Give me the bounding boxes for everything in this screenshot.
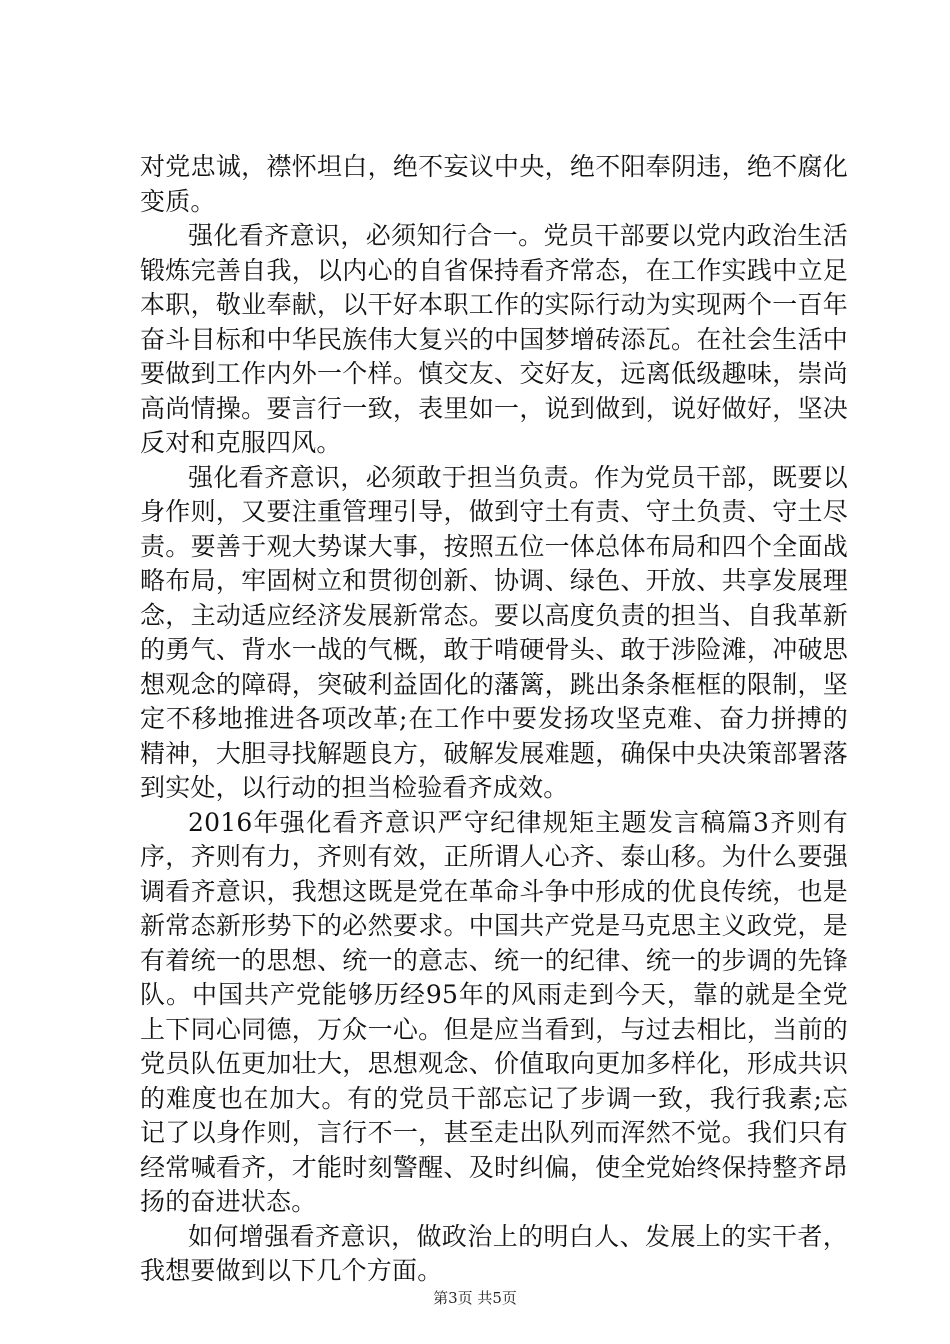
paragraph-1: 对党忠诚，襟怀坦白，绝不妄议中央，绝不阳奉阴违，绝不腐化变质。 xyxy=(140,152,848,216)
paragraph-5: 如何增强看齐意识，做政治上的明白人、发展上的实干者，我想要做到以下几个方面。 xyxy=(140,1221,848,1285)
paragraph-3: 强化看齐意识，必须敢于担当负责。作为党员干部，既要以身作则，又要注重管理引导，做到守土有责、守土负责、守土尽责。要善于观大势谋大事，按照五位一体总体布局和四个全面战略布局，牢固树立和贯彻创新、协调、绿色、开放、共享发展理念，主动适应经济发展新常态。要以高度负责的担当、自我革新的勇气、背水一战的气概，敢于啃硬骨头、敢于涉险滩，冲破思想观念的障碍，突破利益固化的藩篱，跳出条条框框的限制，坚定不移地推进各项改革;在工作中要发扬攻坚克难、奋力拼搏的精神，大胆寻找解题良方，破解发展难题，确保中央决策部署落到实处，以行动的担当检验看齐成效。 xyxy=(140,462,848,802)
document-body xyxy=(140,150,848,1289)
page-footer: 第3页 共5页 xyxy=(433,1289,517,1307)
paragraph-4: 2016年强化看齐意识严守纪律规矩主题发言稿篇3齐则有序，齐则有力，齐则有效，正所谓人心齐、泰山移。为什么要强调看齐意识，我想这既是党在革命斗争中形成的优良传统，也是新常态新形势下的必然要求。中国共产党是马克思主义政党，是有着统一的思想、统一的意志、统一的纪律、统一的步调的先锋队。中国共产党能够历经95年的风雨走到今天，靠的就是全党上下同心同德，万众一心。但是应当看到，与过去相比，当前的党员队伍更加壮大，思想观念、价值取向更加多样化，形成共识的难度也在加大。有的党员干部忘记了步调一致，我行我素;忘记了以身作则，言行不一，甚至走出队列而浑然不觉。我们只有经常喊看齐，才能时刻警醒、及时纠偏，使全党始终保持整齐昂扬的奋进状态。 xyxy=(140,807,848,1216)
paragraph-2: 强化看齐意识，必须知行合一。党员干部要以党内政治生活锻炼完善自我，以内心的自省保持看齐常态，在工作实践中立足本职，敬业奉献，以干好本职工作的实际行动为实现两个一百年奋斗目标和中华民族伟大复兴的中国梦增砖添瓦。在社会生活中要做到工作内外一个样。慎交友、交好友，远离低级趣味，崇尚高尚情操。要言行一致，表里如一，说到做到，说好做好，坚决反对和克服四风。 xyxy=(140,221,848,457)
